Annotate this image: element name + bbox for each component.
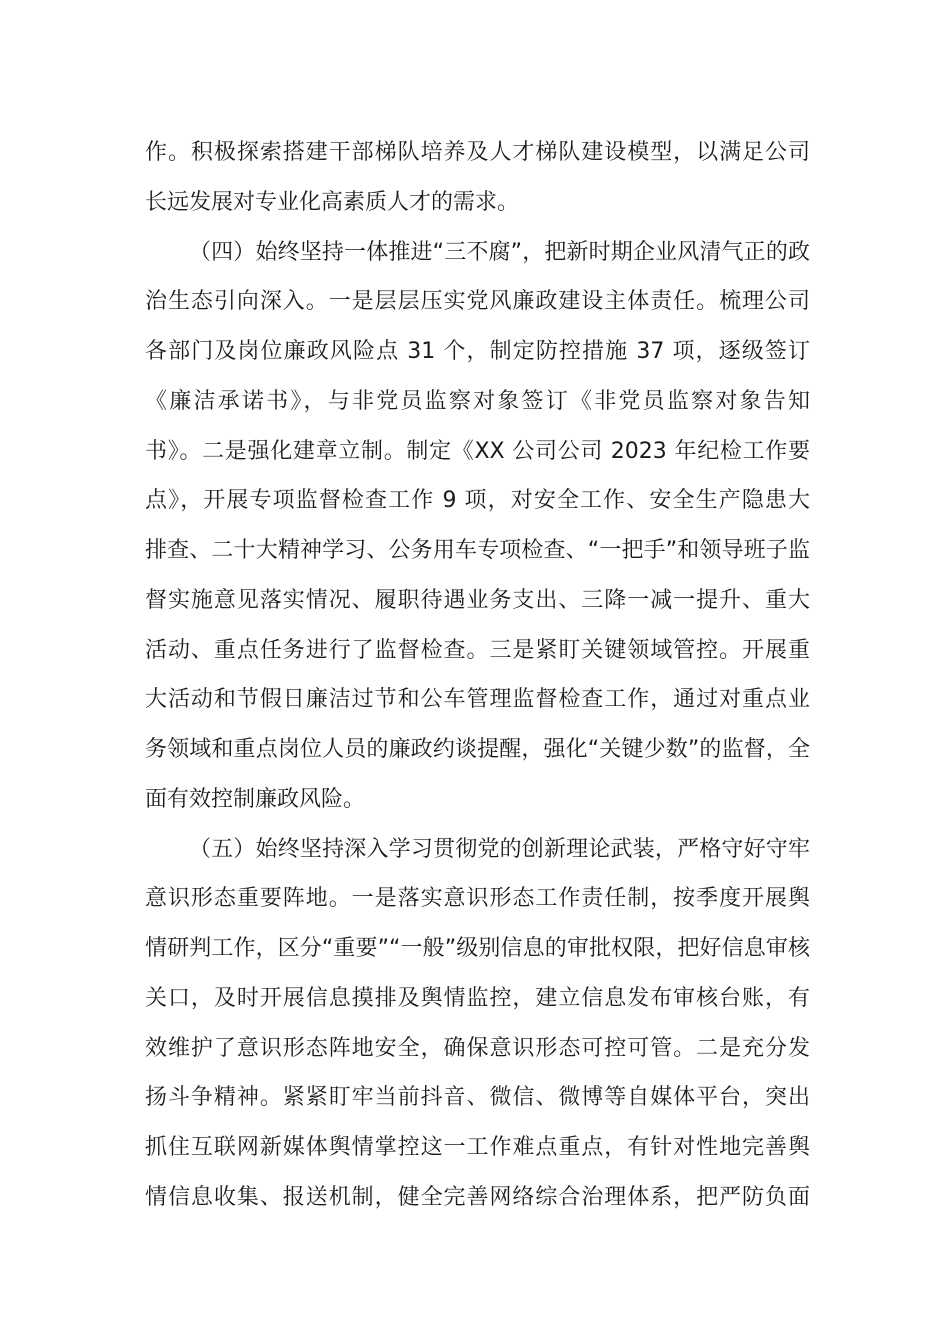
- text-line: 扬斗争精神。紧紧盯牢当前抖音、微信、微博等自媒体平台，突出: [145, 1085, 810, 1111]
- text-line: 效维护了意识形态阵地安全，确保意识形态可控可管。二是充分发: [145, 1035, 810, 1061]
- text-line: 关口，及时开展信息摸排及舆情监控，建立信息发布审核台账，有: [145, 985, 810, 1011]
- text-line: 治生态引向深入。一是层层压实党风廉政建设主体责任。梳理公司: [145, 289, 810, 315]
- text-line: 排查、二十大精神学习、公务用车专项检查、“一把手”和领导班子监: [145, 538, 810, 563]
- text-line: 面有效控制廉政风险。: [145, 786, 366, 812]
- text-line: 大活动和节假日廉洁过节和公车管理监督检查工作，通过对重点业: [145, 687, 810, 713]
- text-line: 作。积极探索搭建干部梯队培养及人才梯队建设模型，以满足公司: [145, 140, 810, 165]
- text-line: 情研判工作，区分“重要”“一般”级别信息的审批权限，把好信息审核: [145, 936, 810, 961]
- text-line: 点》，开展专项监督检查工作 9 项，对安全工作、安全生产隐患大: [145, 488, 810, 514]
- text-line: 各部门及岗位廉政风险点 31 个，制定防控措施 37 项，逐级签订: [145, 339, 810, 364]
- document-body: [145, 128, 810, 1223]
- text-line: 情信息收集、报送机制，健全完善网络综合治理体系，把严防负面: [145, 1184, 810, 1210]
- text-line: 长远发展对专业化高素质人才的需求。: [145, 189, 520, 215]
- text-line: 抓住互联网新媒体舆情掌控这一工作难点重点，有针对性地完善舆: [145, 1135, 810, 1160]
- text-line: 《廉洁承诺书》，与非党员监察对象签订《非党员监察对象告知: [145, 388, 810, 414]
- section-heading-line: （四）始终坚持一体推进“三不腐”，把新时期企业风清气正的政: [189, 239, 810, 265]
- text-line: 意识形态重要阵地。一是落实意识形态工作责任制，按季度开展舆: [145, 886, 810, 912]
- section-heading-line: （五）始终坚持深入学习贯彻党的创新理论武装，严格守好守牢: [189, 836, 810, 862]
- text-line: 督实施意见落实情况、履职待遇业务支出、三降一减一提升、重大: [145, 587, 810, 613]
- text-line: 活动、重点任务进行了监督检查。三是紧盯关键领域管控。开展重: [145, 637, 810, 663]
- text-line: 书》。二是强化建章立制。制定《XX 公司公司 2023 年纪检工作要: [145, 438, 810, 464]
- text-line: 务领域和重点岗位人员的廉政约谈提醒，强化“关键少数”的监督，全: [145, 737, 810, 762]
